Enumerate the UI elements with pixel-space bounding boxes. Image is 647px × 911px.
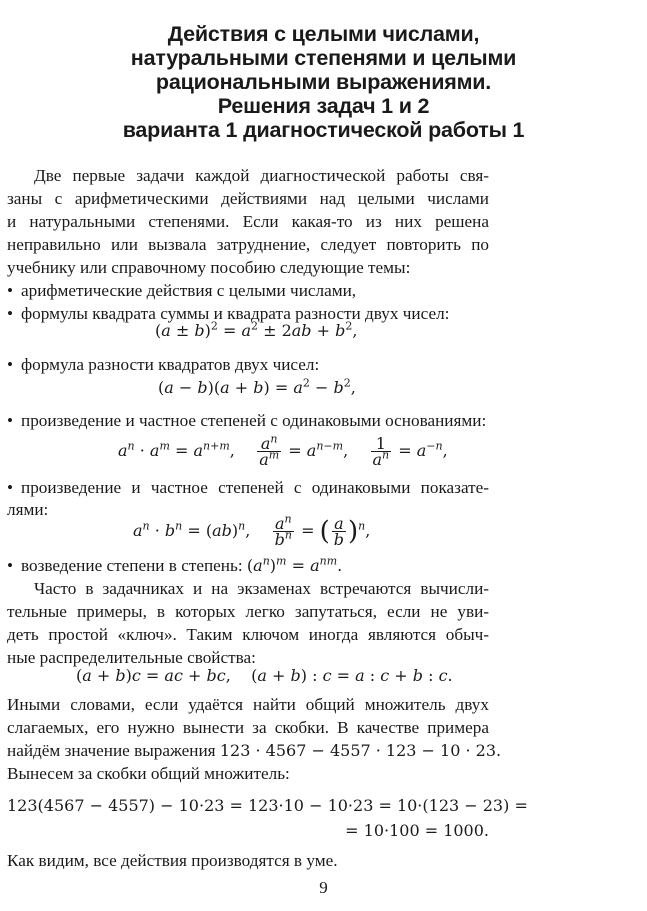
body-text-line: слагаемых, его нужно вынести за скобки. В качестве примера [7, 718, 489, 737]
formula-powers-same-base: $a^n \cdot a^m = a^{n+m}$, $\frac{a^n}{a^m}$ = $a^{n-m}$, $\frac{1}{a^n}$ = $a^{-n}$, [118, 432, 448, 469]
bullet-icon: • [7, 281, 14, 300]
bullet-icon: • [7, 478, 14, 497]
title-line: Решения задач 1 и 2 [217, 94, 430, 118]
body-text-line: Две первые задачи каждой диагностической работы свя- [34, 166, 489, 185]
calculation-line-1: 123(4567 − 4557) − 10·23 = 123·10 − 10·23 = 10·(123 − 23) = [7, 796, 528, 815]
body-text-line: деть простой «ключ». Таким ключом иногда являются обыч- [7, 625, 489, 644]
bullet-icon: • [7, 556, 14, 575]
list-item [7, 355, 489, 375]
title-line: рациональными выражениями. [155, 70, 492, 94]
body-text-line: заны с арифметическими действиями над целыми числами [7, 189, 489, 208]
list-item-text: формула разности квадратов двух чисел: [21, 355, 320, 374]
bullet-icon: • [7, 355, 14, 374]
conclusion-text: Как видим, все действия производятся в уме. [7, 851, 338, 870]
bullet-icon: • [7, 304, 14, 323]
body-text-line: учебнику или справочному пособию следующие темы: [7, 258, 411, 277]
title-line: варианта 1 диагностической работы 1 [122, 118, 525, 142]
body-text-line: и натуральными степенями. Если какая-то из них решена [7, 212, 489, 231]
formula-difference-of-squares: $(a - b)(a + b) = a^2 - b^2$, [158, 376, 356, 397]
formula-powers-same-exponent: $a^n \cdot b^n = (ab)^n$, $\frac{a^n}{b^n}$ = ( $\frac{a}{b}$ )$^n$, [133, 512, 371, 549]
body-text-line: тельные примеры, в которых легко запутаться, если не уви- [7, 602, 489, 621]
calculation-line-2: = 10·100 = 1000. [345, 821, 489, 840]
section-title [40, 22, 607, 142]
list-item-text: возведение степени в степень: [21, 556, 243, 575]
body-text-line [7, 741, 502, 761]
list-item [7, 411, 489, 431]
bullet-icon: • [7, 411, 14, 430]
list-item [7, 478, 489, 498]
body-text-line: Вынесем за скобки общий множитель: [7, 764, 290, 783]
formula-distributive: (a + b)c = ac + bc, (a + b) : c = a : c + b : c. [76, 666, 453, 685]
body-text-line: ные распределительные свойства: [7, 648, 256, 667]
list-item [7, 281, 489, 301]
list-item-text: арифметические действия с целыми числами, [21, 281, 357, 300]
list-item-continuation: лями: [7, 500, 49, 519]
expression-example: 123 · 4567 − 4557 · 123 − 10 · 23. [219, 741, 502, 760]
list-item [7, 556, 489, 576]
formula-power-of-power: $(a^n)^m = a^{nm}$. [246, 554, 343, 575]
list-item-text: формулы квадрата суммы и квадрата разности двух чисел: [21, 304, 450, 323]
title-line: натуральными степенями и целыми [130, 46, 517, 70]
body-text-line: Иными словами, если удаётся найти общий множитель двух [7, 695, 489, 714]
body-text-line: Часто в задачниках и на экзаменах встречаются вычисли- [34, 579, 489, 598]
title-line: Действия с целыми числами, [167, 22, 480, 46]
list-item-text: произведение и частное степеней с одинаковыми показате- [21, 478, 489, 497]
list-item-text: произведение и частное степеней с одинаковыми основаниями: [21, 411, 487, 430]
page-number: 9 [319, 878, 328, 897]
formula-square-of-sum: $(a \pm b)^2 = a^2 \pm 2ab + b^2$, [155, 319, 358, 340]
body-text-line: неправильно или вызвала затруднение, следует повторить по [7, 235, 489, 254]
body-text: найдём значение выражения [7, 741, 216, 760]
